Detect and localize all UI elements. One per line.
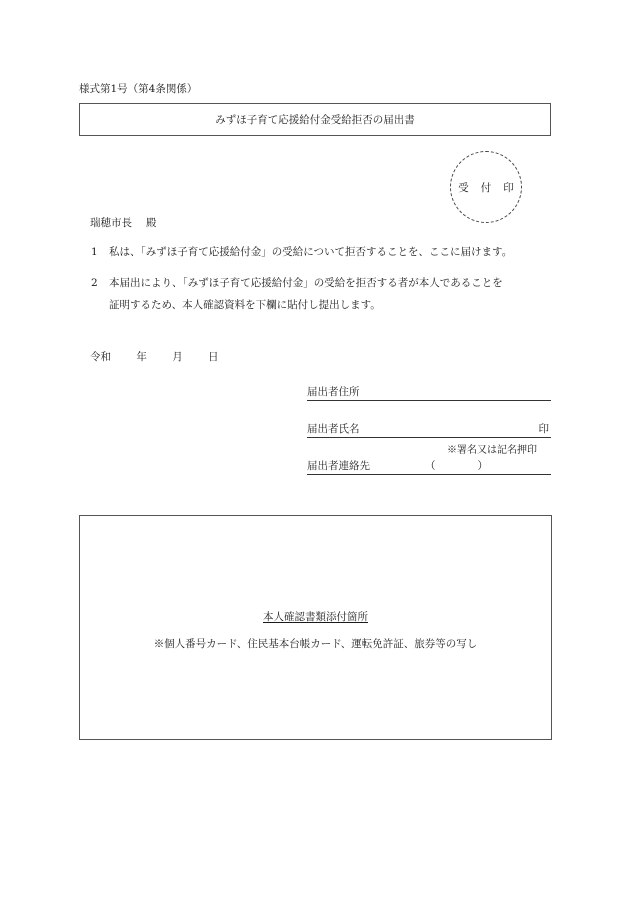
stamp-char-3: 印: [503, 181, 514, 194]
stamp-char-1: 受: [458, 181, 469, 194]
applicant-name-label: 届出者氏名: [307, 423, 360, 435]
id-document-attachment-area: [79, 515, 552, 740]
applicant-name-field[interactable]: [307, 422, 551, 438]
reception-stamp-circle: [450, 151, 522, 223]
item-text-line: 私は、「みずほ子育て応援給付金」の受給について拒否することを、ここに届けます。: [109, 246, 513, 258]
document-title-text: みずほ子育て応援給付金受給拒否の届出書: [215, 114, 415, 126]
contact-parentheses: （ ）: [425, 460, 488, 472]
form-number: 様式第1号（第4条関係）: [79, 83, 198, 95]
item-text-line: 証明するため、本人確認資料を下欄に貼付し提出します。: [109, 299, 381, 311]
seal-mark: 印: [538, 423, 549, 435]
attachment-title-text: 本人確認書類添付箇所: [263, 611, 368, 623]
applicant-address-label: 届出者住所: [307, 386, 360, 398]
addressee-honorific: 殿: [146, 217, 157, 229]
applicant-contact-field[interactable]: [307, 459, 551, 475]
stamp-char-2: 付: [480, 181, 492, 194]
addressee: [90, 215, 157, 230]
item-number: 1: [91, 246, 98, 258]
signature-note: ※署名又は記名押印: [447, 445, 537, 456]
addressee-name: 瑞穂市長: [90, 217, 132, 229]
applicant-contact-label: 届出者連絡先: [307, 460, 370, 472]
item-text-line: 本届出により、「みずほ子育て応援給付金」の受給を拒否する者が本人であることを: [109, 277, 503, 289]
date-day: 日: [208, 351, 219, 363]
date-month: 月: [172, 351, 183, 363]
date-year: 年: [136, 351, 147, 363]
attachment-note: ※個人番号カード、住民基本台帳カード、運転免許証、旅券等の写し: [153, 638, 478, 650]
date-line: [90, 349, 241, 364]
attachment-title: [80, 609, 551, 624]
date-era: 令和: [90, 351, 111, 363]
applicant-address-field[interactable]: [307, 385, 551, 401]
document-title: [79, 103, 551, 136]
item-number: 2: [91, 277, 98, 289]
